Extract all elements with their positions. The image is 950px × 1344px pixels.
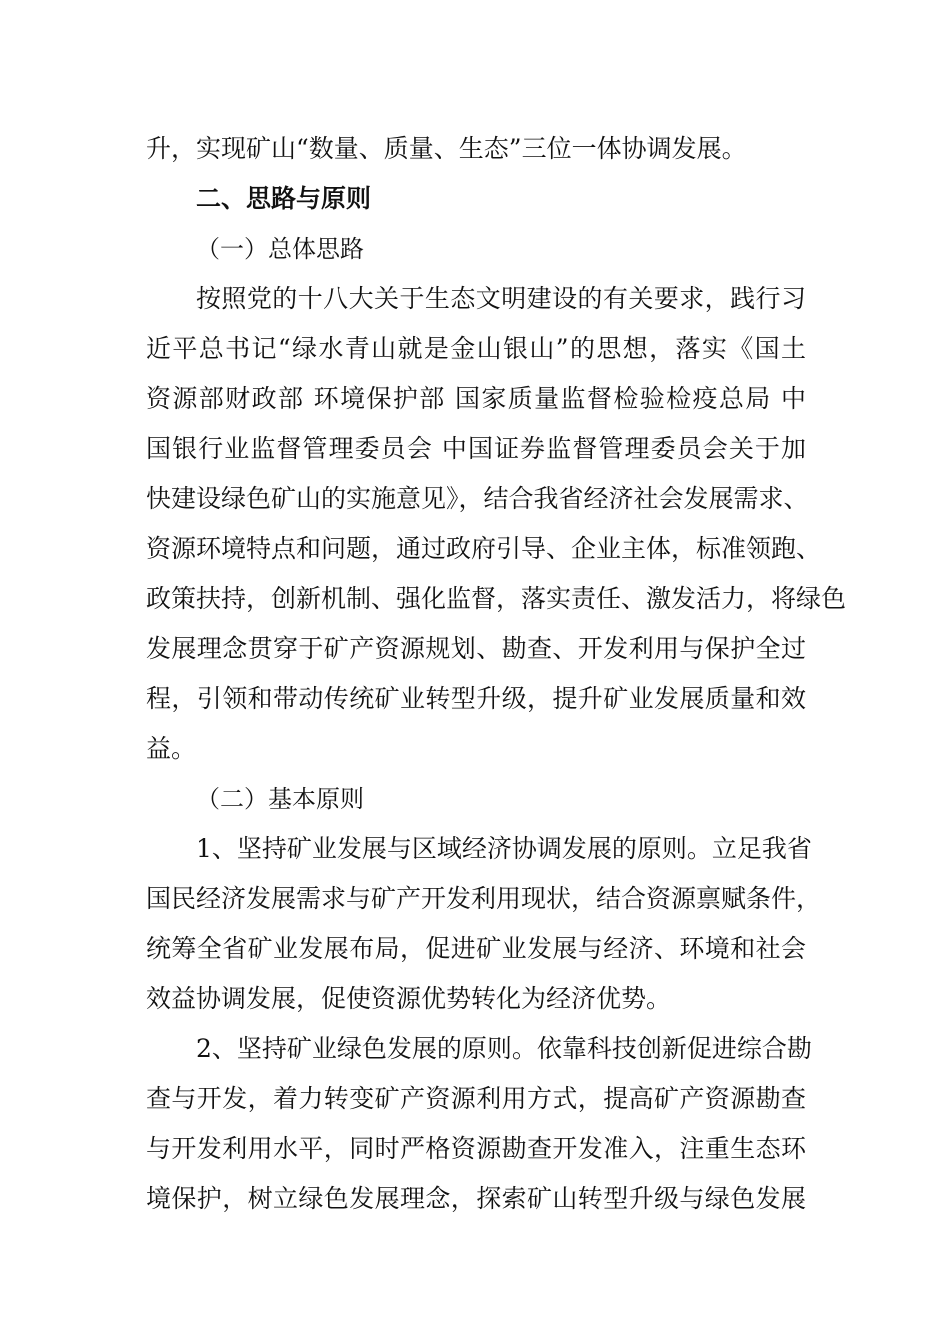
paragraph-continuation-line: 升，实现矿山“数量、质量、生态”三位一体协调发展。 bbox=[146, 134, 747, 163]
paragraph-line: 快建设绿色矿山的实施意见》，结合我省经济社会发展需求、 bbox=[146, 484, 809, 513]
paragraph-line: 国民经济发展需求与矿产开发利用现状，结合资源禀赋条件， bbox=[146, 884, 822, 913]
subsection-heading-overall-approach: （一）总体思路 bbox=[196, 235, 364, 263]
paragraph-line: 按照党的十八大关于生态文明建设的有关要求，践行习 bbox=[196, 284, 806, 313]
paragraph-line: 资源环境特点和问题，通过政府引导、企业主体，标准领跑、 bbox=[146, 534, 822, 563]
paragraph-line: 查与开发，着力转变矿产资源利用方式，提高矿产资源勘查 bbox=[146, 1084, 806, 1113]
section-heading: 二、思路与原则 bbox=[196, 184, 372, 213]
paragraph-line: 2、坚持矿业绿色发展的原则。依靠科技创新促进综合勘 bbox=[196, 1034, 812, 1063]
paragraph-line: 与开发利用水平，同时严格资源勘查开发准入，注重生态环 bbox=[146, 1134, 806, 1163]
paragraph-line: 发展理念贯穿于矿产资源规划、勘查、开发利用与保护全过 bbox=[146, 634, 806, 663]
paragraph-line: 益。 bbox=[146, 734, 197, 763]
paragraph-line: 程，引领和带动传统矿业转型升级，提升矿业发展质量和效 bbox=[146, 684, 806, 713]
paragraph-line: 1、坚持矿业发展与区域经济协调发展的原则。立足我省 bbox=[196, 834, 812, 863]
paragraph-line: 境保护，树立绿色发展理念，探索矿山转型升级与绿色发展 bbox=[146, 1184, 806, 1213]
paragraph-line: 近平总书记“绿水青山就是金山银山”的思想，落实《国土 bbox=[146, 334, 806, 363]
paragraph-line: 资源部财政部 环境保护部 国家质量监督检验检疫总局 中 bbox=[146, 384, 806, 413]
paragraph-line: 统筹全省矿业发展布局，促进矿业发展与经济、环境和社会 bbox=[146, 934, 806, 963]
subsection-heading-basic-principles: （二）基本原则 bbox=[196, 785, 364, 813]
paragraph-line: 政策扶持，创新机制、强化监督，落实责任、激发活力，将绿色 bbox=[146, 584, 847, 613]
paragraph-line: 效益协调发展，促使资源优势转化为经济优势。 bbox=[146, 984, 672, 1013]
paragraph-line: 国银行业监督管理委员会 中国证券监督管理委员会关于加 bbox=[146, 434, 806, 463]
